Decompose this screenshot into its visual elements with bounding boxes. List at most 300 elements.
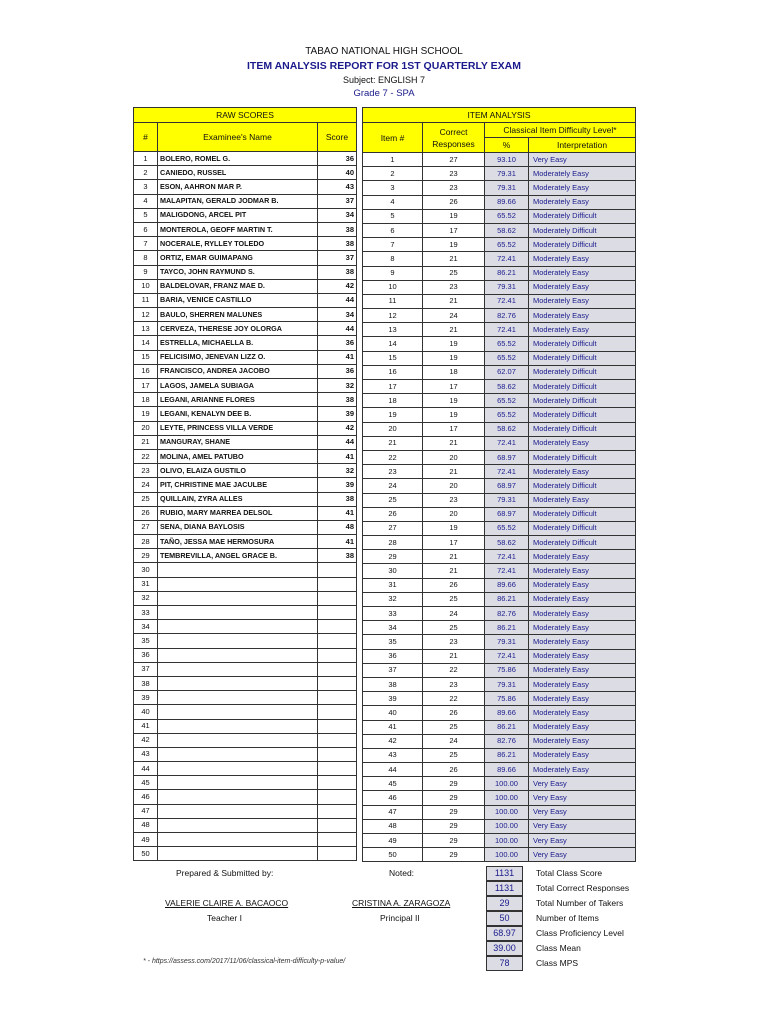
col-name-header: Examinee's Name (158, 123, 318, 152)
examinee-name (158, 818, 318, 832)
examinee-number: 25 (134, 492, 158, 506)
correct-responses: 24 (423, 607, 485, 621)
difficulty-percent: 75.86 (485, 663, 529, 677)
correct-responses: 24 (423, 309, 485, 323)
table-row (363, 592, 636, 606)
difficulty-percent: 79.31 (485, 167, 529, 181)
summary-label: Class Mean (536, 943, 581, 953)
examinee-name (158, 634, 318, 648)
difficulty-interpretation: Moderately Easy (529, 309, 636, 323)
difficulty-percent: 65.52 (485, 209, 529, 223)
examinee-number: 6 (134, 222, 158, 236)
examinee-number: 33 (134, 606, 158, 620)
examinee-name: NOCERALE, RYLLEY TOLEDO (158, 237, 318, 251)
correct-responses: 19 (423, 394, 485, 408)
item-number: 22 (363, 450, 423, 464)
examinee-number: 47 (134, 804, 158, 818)
difficulty-interpretation: Moderately Easy (529, 167, 636, 181)
difficulty-percent: 100.00 (485, 819, 529, 833)
examinee-name: TEMBREVILLA, ANGEL GRACE B. (158, 549, 318, 563)
difficulty-interpretation: Moderately Difficult (529, 422, 636, 436)
correct-responses: 27 (423, 153, 485, 167)
examinee-name: CANIEDO, RUSSEL (158, 166, 318, 180)
item-number: 25 (363, 493, 423, 507)
table-row (134, 535, 357, 549)
table-row (134, 194, 357, 208)
difficulty-percent: 89.66 (485, 763, 529, 777)
table-row (134, 747, 357, 761)
prepared-label: Prepared & Submitted by: (176, 868, 274, 878)
examinee-number: 38 (134, 676, 158, 690)
examinee-number: 22 (134, 449, 158, 463)
summary-label: Class Proficiency Level (536, 928, 624, 938)
table-row (363, 223, 636, 237)
table-row (134, 379, 357, 393)
table-row (363, 649, 636, 663)
examinee-name (158, 733, 318, 747)
col-interp-header: Interpretation (529, 138, 636, 153)
summary-value: 78 (486, 956, 523, 971)
item-number: 9 (363, 266, 423, 280)
table-row (134, 804, 357, 818)
table-row (363, 777, 636, 791)
difficulty-interpretation: Moderately Easy (529, 564, 636, 578)
correct-responses: 23 (423, 677, 485, 691)
examinee-score: 38 (318, 492, 357, 506)
examinee-number: 23 (134, 464, 158, 478)
item-number: 16 (363, 365, 423, 379)
table-row (363, 536, 636, 550)
item-number: 7 (363, 238, 423, 252)
table-row (363, 181, 636, 195)
table-row (134, 152, 357, 166)
examinee-score (318, 804, 357, 818)
table-row (363, 848, 636, 862)
examinee-name: BALDELOVAR, FRANZ MAE D. (158, 279, 318, 293)
grade-label: Grade 7 - SPA (353, 88, 415, 99)
table-row (363, 280, 636, 294)
item-number: 39 (363, 692, 423, 706)
correct-responses: 26 (423, 763, 485, 777)
table-row (134, 322, 357, 336)
examinee-name: MALAPITAN, GERALD JODMAR B. (158, 194, 318, 208)
examinee-score: 39 (318, 478, 357, 492)
difficulty-interpretation: Very Easy (529, 777, 636, 791)
examinee-score: 36 (318, 336, 357, 350)
examinee-score (318, 634, 357, 648)
table-row (134, 435, 357, 449)
item-number: 49 (363, 834, 423, 848)
correct-responses: 19 (423, 351, 485, 365)
item-number: 2 (363, 167, 423, 181)
table-row (134, 464, 357, 478)
examinee-score (318, 563, 357, 577)
table-row (134, 719, 357, 733)
examinee-score: 39 (318, 407, 357, 421)
difficulty-interpretation: Moderately Difficult (529, 507, 636, 521)
table-row (134, 279, 357, 293)
examinee-number: 43 (134, 747, 158, 761)
examinee-name (158, 776, 318, 790)
difficulty-interpretation: Moderately Easy (529, 195, 636, 209)
table-row (363, 436, 636, 450)
difficulty-percent: 72.41 (485, 323, 529, 337)
examinee-score: 38 (318, 265, 357, 279)
difficulty-percent: 79.31 (485, 493, 529, 507)
item-number: 14 (363, 337, 423, 351)
table-row (134, 222, 357, 236)
examinee-number: 35 (134, 634, 158, 648)
examinee-name (158, 563, 318, 577)
correct-responses: 20 (423, 507, 485, 521)
correct-responses: 17 (423, 536, 485, 550)
correct-responses: 25 (423, 266, 485, 280)
difficulty-percent: 58.62 (485, 536, 529, 550)
examinee-score: 37 (318, 194, 357, 208)
col-level-header: Classical Item Difficulty Level* (485, 123, 636, 138)
table-row (134, 648, 357, 662)
table-row (134, 208, 357, 222)
item-number: 21 (363, 436, 423, 450)
table-row (134, 520, 357, 534)
examinee-score: 34 (318, 208, 357, 222)
table-row (134, 478, 357, 492)
difficulty-interpretation: Moderately Easy (529, 436, 636, 450)
item-number: 32 (363, 592, 423, 606)
difficulty-interpretation: Moderately Easy (529, 280, 636, 294)
teacher-title: Teacher I (207, 913, 242, 923)
examinee-name: MANGURAY, SHANE (158, 435, 318, 449)
difficulty-interpretation: Moderately Easy (529, 748, 636, 762)
difficulty-interpretation: Very Easy (529, 153, 636, 167)
examinee-name (158, 847, 318, 861)
examinee-name (158, 762, 318, 776)
examinee-score: 41 (318, 449, 357, 463)
correct-responses: 29 (423, 848, 485, 862)
examinee-name: MOLINA, AMEL PATUBO (158, 449, 318, 463)
difficulty-percent: 86.21 (485, 720, 529, 734)
correct-responses: 20 (423, 450, 485, 464)
table-row (363, 720, 636, 734)
table-row (134, 705, 357, 719)
table-row (134, 591, 357, 605)
table-row (363, 819, 636, 833)
difficulty-interpretation: Moderately Easy (529, 734, 636, 748)
examinee-number: 49 (134, 833, 158, 847)
difficulty-interpretation: Very Easy (529, 819, 636, 833)
examinee-number: 29 (134, 549, 158, 563)
examinee-number: 21 (134, 435, 158, 449)
col-item-header: Item # (363, 123, 423, 153)
item-number: 30 (363, 564, 423, 578)
table-row (363, 252, 636, 266)
examinee-number: 37 (134, 662, 158, 676)
examinee-number: 28 (134, 535, 158, 549)
difficulty-percent: 86.21 (485, 266, 529, 280)
item-analysis-table (362, 107, 636, 862)
difficulty-interpretation: Moderately Easy (529, 465, 636, 479)
correct-responses: 17 (423, 422, 485, 436)
item-number: 8 (363, 252, 423, 266)
examinee-name: BARIA, VENICE CASTILLO (158, 293, 318, 307)
difficulty-interpretation: Moderately Easy (529, 607, 636, 621)
examinee-number: 13 (134, 322, 158, 336)
difficulty-interpretation: Moderately Easy (529, 663, 636, 677)
examinee-number: 4 (134, 194, 158, 208)
table-row (134, 407, 357, 421)
noted-label: Noted: (389, 868, 415, 878)
examinee-number: 15 (134, 350, 158, 364)
examinee-name: ORTIZ, EMAR GUIMAPANG (158, 251, 318, 265)
correct-responses: 21 (423, 550, 485, 564)
examinee-number: 48 (134, 818, 158, 832)
examinee-number: 40 (134, 705, 158, 719)
difficulty-interpretation: Very Easy (529, 805, 636, 819)
examinee-score (318, 747, 357, 761)
col-score-header: Score (318, 123, 357, 152)
examinee-name: SENA, DIANA BAYLOSIS (158, 520, 318, 534)
examinee-score (318, 705, 357, 719)
table-row (363, 734, 636, 748)
correct-responses: 25 (423, 592, 485, 606)
examinee-name: ESTRELLA, MICHAELLA B. (158, 336, 318, 350)
principal-name: CRISTINA A. ZARAGOZA (352, 898, 451, 908)
examinee-name: FRANCISCO, ANDREA JACOBO (158, 364, 318, 378)
difficulty-interpretation: Moderately Easy (529, 692, 636, 706)
table-row (134, 506, 357, 520)
item-number: 42 (363, 734, 423, 748)
table-row (363, 493, 636, 507)
difficulty-interpretation: Moderately Difficult (529, 365, 636, 379)
difficulty-interpretation: Moderately Easy (529, 621, 636, 635)
examinee-number: 12 (134, 308, 158, 322)
difficulty-percent: 75.86 (485, 692, 529, 706)
correct-responses: 22 (423, 663, 485, 677)
examinee-number: 31 (134, 577, 158, 591)
examinee-score: 40 (318, 166, 357, 180)
difficulty-interpretation: Moderately Difficult (529, 479, 636, 493)
table-row (134, 251, 357, 265)
table-row (363, 621, 636, 635)
school-name: TABAO NATIONAL HIGH SCHOOL (305, 46, 463, 57)
difficulty-percent: 82.76 (485, 309, 529, 323)
col-pct-header: % (485, 138, 529, 153)
examinee-score: 38 (318, 549, 357, 563)
item-number: 44 (363, 763, 423, 777)
examinee-number: 9 (134, 265, 158, 279)
examinee-name: PIT, CHRISTINE MAE JACULBE (158, 478, 318, 492)
examinee-score (318, 833, 357, 847)
correct-responses: 29 (423, 834, 485, 848)
item-number: 4 (363, 195, 423, 209)
principal-title: Principal II (380, 913, 420, 923)
correct-responses: 21 (423, 436, 485, 450)
table-row (134, 606, 357, 620)
correct-responses: 19 (423, 337, 485, 351)
difficulty-percent: 82.76 (485, 607, 529, 621)
examinee-number: 24 (134, 478, 158, 492)
difficulty-interpretation: Moderately Easy (529, 323, 636, 337)
table-row (134, 847, 357, 861)
table-row (134, 350, 357, 364)
difficulty-interpretation: Moderately Easy (529, 550, 636, 564)
examinee-name: MALIGDONG, ARCEL PIT (158, 208, 318, 222)
difficulty-percent: 89.66 (485, 706, 529, 720)
table-row (363, 663, 636, 677)
difficulty-percent: 58.62 (485, 223, 529, 237)
difficulty-interpretation: Moderately Difficult (529, 536, 636, 550)
difficulty-percent: 100.00 (485, 791, 529, 805)
difficulty-percent: 72.41 (485, 436, 529, 450)
difficulty-percent: 86.21 (485, 748, 529, 762)
examinee-score (318, 719, 357, 733)
teacher-name: VALERIE CLAIRE A. BACAOCO (165, 898, 289, 908)
correct-responses: 19 (423, 209, 485, 223)
examinee-name: BAULO, SHERREN MALUNES (158, 308, 318, 322)
table-row (134, 549, 357, 563)
difficulty-interpretation: Moderately Difficult (529, 337, 636, 351)
correct-responses: 29 (423, 819, 485, 833)
table-row (363, 294, 636, 308)
examinee-number: 32 (134, 591, 158, 605)
item-number: 41 (363, 720, 423, 734)
difficulty-percent: 100.00 (485, 805, 529, 819)
difficulty-interpretation: Moderately Difficult (529, 238, 636, 252)
difficulty-percent: 65.52 (485, 351, 529, 365)
examinee-name: OLIVO, ELAIZA GUSTILO (158, 464, 318, 478)
examinee-name (158, 676, 318, 690)
item-number: 38 (363, 677, 423, 691)
difficulty-percent: 68.97 (485, 479, 529, 493)
examinee-number: 45 (134, 776, 158, 790)
table-row (363, 805, 636, 819)
examinee-name: LEGANI, KENALYN DEE B. (158, 407, 318, 421)
examinee-name: TAÑO, JESSA MAE HERMOSURA (158, 535, 318, 549)
raw-scores-title: RAW SCORES (134, 108, 357, 123)
difficulty-interpretation: Moderately Easy (529, 763, 636, 777)
examinee-score (318, 818, 357, 832)
correct-responses: 26 (423, 706, 485, 720)
examinee-score (318, 577, 357, 591)
examinee-name (158, 804, 318, 818)
correct-responses: 23 (423, 493, 485, 507)
difficulty-interpretation: Very Easy (529, 848, 636, 862)
col-num-header: # (134, 123, 158, 152)
summary-label: Total Correct Responses (536, 883, 630, 893)
examinee-score: 32 (318, 379, 357, 393)
table-row (363, 238, 636, 252)
table-row (134, 662, 357, 676)
difficulty-percent: 72.41 (485, 550, 529, 564)
table-row (134, 577, 357, 591)
correct-responses: 29 (423, 791, 485, 805)
examinee-score: 44 (318, 322, 357, 336)
difficulty-percent: 65.52 (485, 337, 529, 351)
examinee-number: 5 (134, 208, 158, 222)
item-analysis-title: ITEM ANALYSIS (363, 108, 636, 123)
table-row (134, 336, 357, 350)
examinee-number: 27 (134, 520, 158, 534)
examinee-name: CERVEZA, THERESE JOY OLORGA (158, 322, 318, 336)
difficulty-percent: 72.41 (485, 465, 529, 479)
item-number: 5 (363, 209, 423, 223)
correct-responses: 29 (423, 777, 485, 791)
table-row (363, 635, 636, 649)
table-row (363, 394, 636, 408)
table-row (134, 180, 357, 194)
examinee-name (158, 747, 318, 761)
difficulty-interpretation: Very Easy (529, 791, 636, 805)
examinee-number: 34 (134, 620, 158, 634)
difficulty-interpretation: Moderately Easy (529, 635, 636, 649)
examinee-number: 46 (134, 790, 158, 804)
item-number: 20 (363, 422, 423, 436)
table-row (134, 691, 357, 705)
correct-responses: 29 (423, 805, 485, 819)
difficulty-percent: 65.52 (485, 238, 529, 252)
table-row (363, 507, 636, 521)
summary-value: 68.97 (486, 926, 523, 941)
difficulty-interpretation: Moderately Difficult (529, 408, 636, 422)
table-row (363, 209, 636, 223)
correct-responses: 17 (423, 380, 485, 394)
table-row (363, 564, 636, 578)
examinee-score: 41 (318, 535, 357, 549)
table-row (363, 677, 636, 691)
examinee-name: LAGOS, JAMELA SUBIAGA (158, 379, 318, 393)
item-number: 19 (363, 408, 423, 422)
difficulty-percent: 79.31 (485, 635, 529, 649)
examinee-score (318, 733, 357, 747)
examinee-score: 38 (318, 393, 357, 407)
table-row (363, 521, 636, 535)
difficulty-interpretation: Moderately Easy (529, 493, 636, 507)
examinee-name (158, 606, 318, 620)
examinee-name: LEYTE, PRINCESS VILLA VERDE (158, 421, 318, 435)
item-number: 29 (363, 550, 423, 564)
summary-label: Class MPS (536, 958, 579, 968)
examinee-number: 20 (134, 421, 158, 435)
table-row (134, 818, 357, 832)
correct-responses: 20 (423, 479, 485, 493)
table-row (134, 308, 357, 322)
examinee-name (158, 691, 318, 705)
examinee-name (158, 705, 318, 719)
correct-responses: 19 (423, 521, 485, 535)
table-row (134, 237, 357, 251)
difficulty-interpretation: Moderately Easy (529, 266, 636, 280)
item-number: 50 (363, 848, 423, 862)
examinee-number: 14 (134, 336, 158, 350)
table-row (134, 634, 357, 648)
table-row (363, 763, 636, 777)
difficulty-percent: 65.52 (485, 521, 529, 535)
source-note: * - https://assess.com/2017/11/06/classical-item-difficulty-p-value/ (143, 958, 346, 965)
examinee-score: 48 (318, 520, 357, 534)
examinee-name (158, 620, 318, 634)
difficulty-percent: 62.07 (485, 365, 529, 379)
difficulty-interpretation: Moderately Easy (529, 578, 636, 592)
examinee-score: 32 (318, 464, 357, 478)
table-row (363, 791, 636, 805)
table-row (363, 465, 636, 479)
examinee-score: 41 (318, 506, 357, 520)
table-row (134, 776, 357, 790)
table-row (363, 266, 636, 280)
difficulty-interpretation: Moderately Easy (529, 706, 636, 720)
examinee-score (318, 776, 357, 790)
correct-responses: 24 (423, 734, 485, 748)
